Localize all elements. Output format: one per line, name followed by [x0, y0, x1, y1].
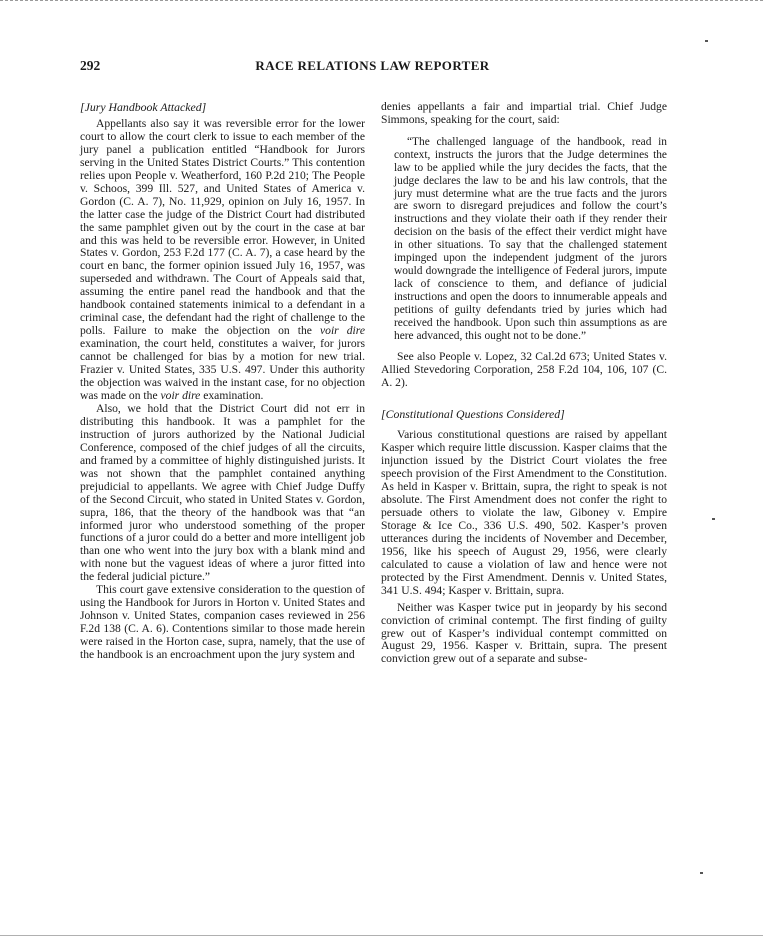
paragraph: Also, we hold that the District Court did not err in distributing this handbook. It was a pamphlet for the instruction of jurors authorized by the National Judicial Conference, composed of the chief judges of all the circuits, and framed by a committee of highly distinguished jurists. It was not shown that the pamphlet contained anything prejudicial to appellants. We agree with Chief Judge Duffy of the Second Circuit, who stated in United States v. Gordon, supra, 186, that the theory of the handbook was that “an informed juror who understood something of the proper functions of a juror could do a better and more intelligent job than one who went into the jury box with a blank mind and with none but the vaguest ideas of where a juror fitted into the federal judicial picture.”: [80, 401, 365, 584]
paragraph: This court gave extensive consideration to the question of using the Handbook for Jurors in Horton v. United States and Johnson v. United States, companion cases reviewed in 256 F.2d 138 (C. A. 6). Contentions similar to those made herein were raised in the Horton case, supra, namely, that the use of the handbook is an encroachment upon the jury system and: [80, 583, 365, 662]
block-quote: [394, 136, 667, 343]
paragraph: See also People v. Lopez, 32 Cal.2d 673; United States v. Allied Stevedoring Corporation, 258 F.2d 104, 106, 107 (C. A. 2).: [381, 350, 667, 390]
scan-speck: [712, 518, 715, 520]
paragraph: Various constitutional questions are raised by appellant Kasper which require little discussion. Kasper claims that the injunction issued by the District Court violates the free speech provision of the First Amendment to the Constitution. As held in Kasper v. Brittain, supra, the right to speak is not absolute. The First Amendment does not confer the right to persuade others to violate the law, Giboney v. Empire Storage & Ice Co., 336 U.S. 490, 502. Kasper’s proven utterances during the incidents of November and December, 1956, like his speech of August 29, 1956, were clearly calculated to cause a violation of law and hence were not protected by the First Amendment. Dennis v. United States, 341 U.S. 494; Kasper v. Brittain, supra.: [381, 428, 667, 597]
section-heading-jury-handbook: [Jury Handbook Attacked]: [80, 100, 207, 114]
right-column: [381, 101, 667, 666]
page-header: [80, 58, 665, 82]
scan-speck: [700, 872, 703, 874]
page-number: 292: [80, 58, 101, 73]
left-column: [80, 101, 365, 662]
section-heading-constitutional-questions: [Constitutional Questions Considered]: [381, 407, 565, 422]
running-head: RACE RELATIONS LAW REPORTER: [255, 58, 490, 73]
scan-speck: [705, 40, 708, 42]
top-edge-rule: [0, 0, 763, 11]
paragraph: denies appellants a fair and impartial trial. Chief Judge Simmons, speaking for the court, said:: [381, 100, 667, 126]
paragraph: Neither was Kasper twice put in jeopardy by his second conviction of criminal contempt. The first finding of guilty grew out of Kasper’s individual contempt committed on August 29, 1956. Kasper v. Brittain, supra. The present conviction grew out of a separate and subse-: [381, 600, 667, 666]
paragraph: Appellants also say it was reversible error for the lower court to allow the court clerk to issue to each member of the jury panel a publication entitled “Handbook for Jurors serving in the United States District Courts.” This contention relies upon People v. Weatherford, 160 P.2d 210; The People v. Schoos, 399 Ill. 527, and United States of America v. Gordon (C. A. 7), No. 11,929, opinion on July 16, 1957. In the latter case the judge of the District Court had distributed the same pamphlet given out by the court in the case at bar and this was held to be reversible error. However, in United States v. Gordon, 253 F.2d 177 (C. A. 7), a case heard by the court en banc, the former opinion issued July 16, 1957, was superseded and withdrawn. The Court of Appeals said that, assuming the entire panel read the handbook and that the handbook contained statements inimical to a defendant in a criminal case, the defendant had the right of challenge to the polls. Failure to make the objection on the voir dire examination, the court held, constitutes a waiver, for jurors cannot be challenged for bias by a motion for new trial. Frazier v. United States, 335 U.S. 497. Under this authority the objection was waived in the instant case, for no objection was made on the voir dire examination.: [80, 116, 365, 402]
bottom-edge-rule: [0, 933, 763, 936]
quote-text: “The challenged language of the handbook, read in context, instructs the jurors that the Judge determines the law to be applied while the jury decides the facts, that the judge declares the law to be and his law controls, that the jury must determine what are the true facts and the jurors are sworn to disregard prejudices and follow the court’s instructions and they violate their oath if they render their decision on the basis of the effect their verdict might have in other situations. To say that the challenged statement impinged upon the independent judgment of the jurors would downgrade the intelligence of Federal jurors, impute lack of conscience to them, and defiance of judicial instructions and open the doors to innumerable appeals and petitions of guilty defendants tried by juries which had received the handbook. Upon such thin assumptions as are here advanced, this ought not to be done.”: [394, 135, 667, 342]
